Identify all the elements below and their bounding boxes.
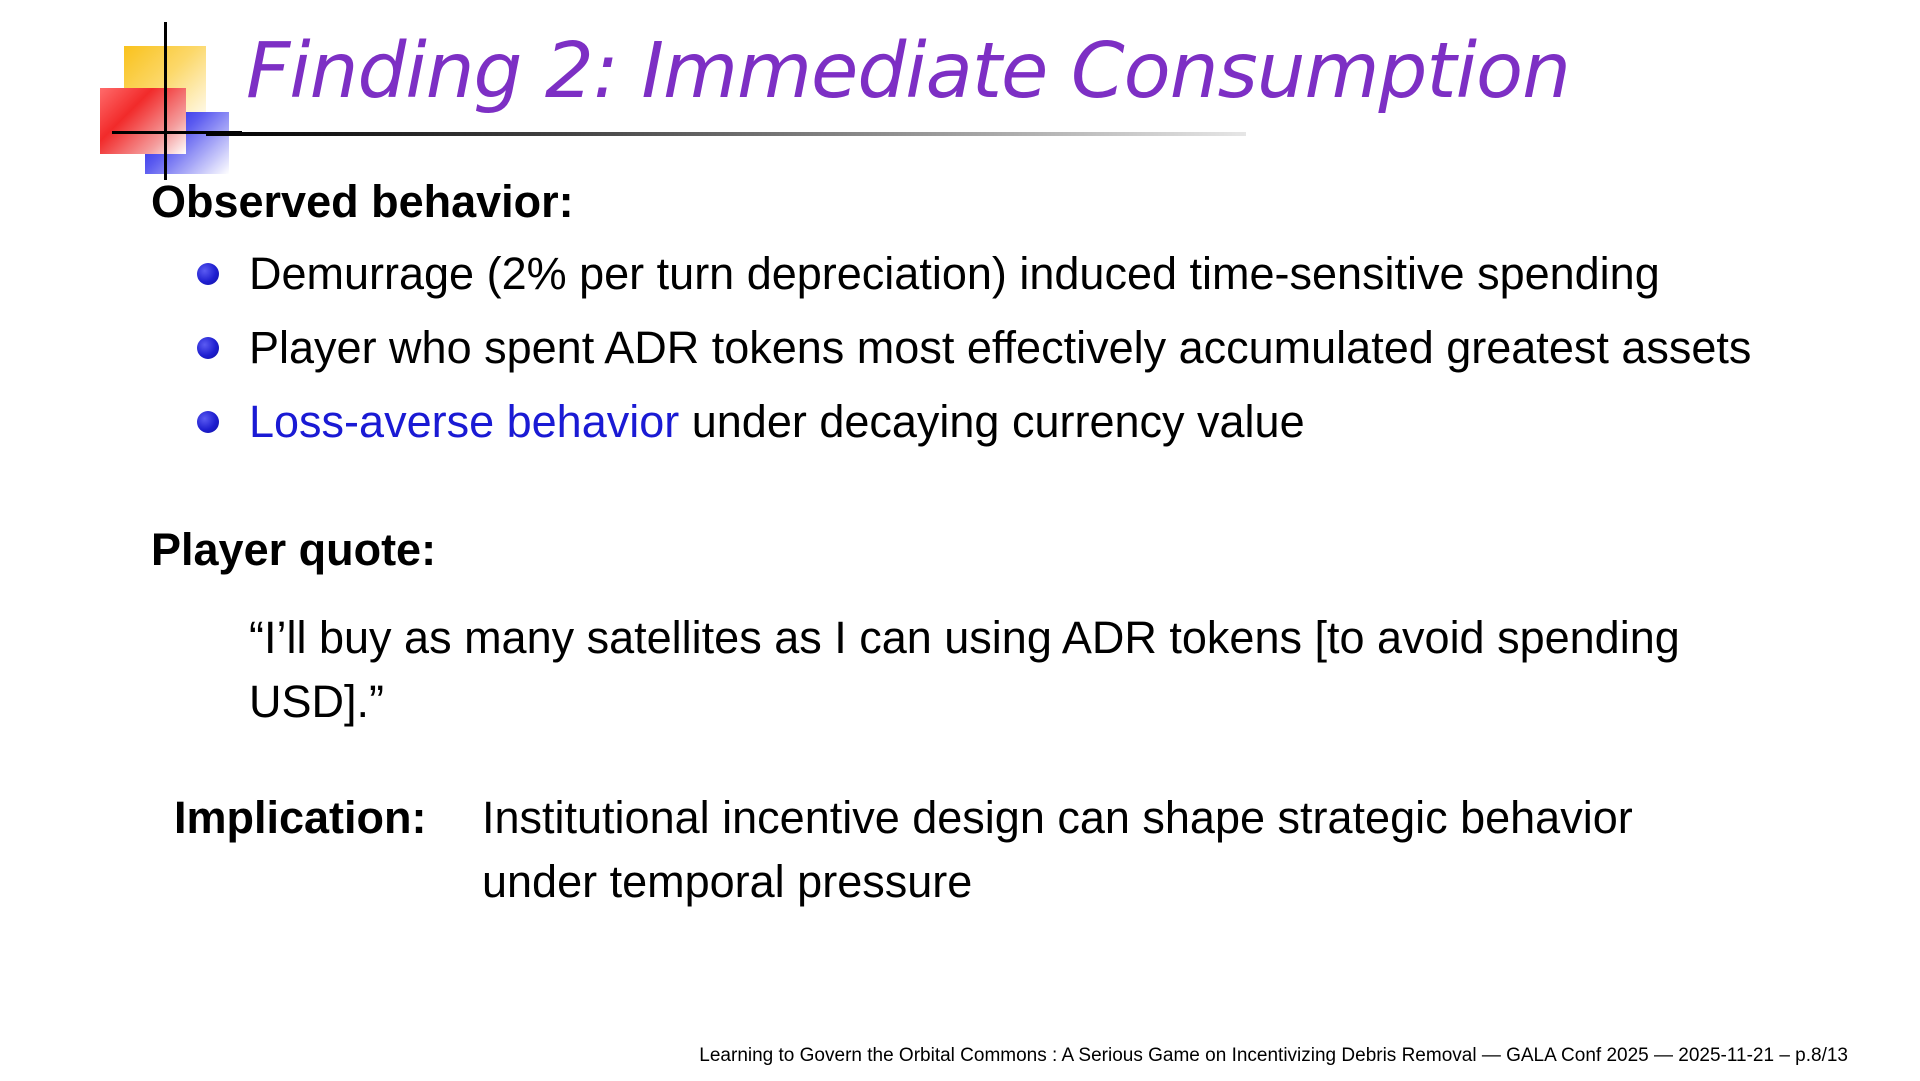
bullet-text [249, 396, 1305, 448]
slide-logo [0, 0, 240, 180]
bullet-icon [197, 263, 219, 285]
bullet-text: Demurrage (2% per turn depreciation) induced time-sensitive spending [249, 248, 1660, 299]
observed-behavior-heading: Observed behavior: [151, 176, 574, 227]
title-underline [206, 132, 1246, 136]
player-quote-heading: Player quote: [151, 524, 437, 575]
bullet-text-rest: under decaying currency value [679, 396, 1305, 447]
player-quote-text: “I’ll buy as many satellites as I can using ADR tokens [to avoid spending USD].” [249, 612, 1680, 727]
slide-title: Finding 2: Immediate Consumption [246, 27, 1570, 116]
bullet-icon [197, 411, 219, 433]
bullet-icon [197, 337, 219, 359]
bullet-text: Player who spent ADR tokens most effectively accumulated greatest assets [249, 322, 1752, 373]
highlighted-phrase: Loss-averse behavior [249, 396, 680, 447]
implication-text: Institutional incentive design can shape strategic behavior under temporal pressure [482, 792, 1633, 907]
logo-red-square [100, 88, 186, 154]
implication-label: Implication: [174, 792, 427, 843]
logo-cross-vertical [164, 22, 167, 180]
slide-footer: Learning to Govern the Orbital Commons : A Serious Game on Incentivizing Debris Removal — GALA Conf 2025 — 2025-11-21 – p.8/13 [699, 1045, 1848, 1066]
